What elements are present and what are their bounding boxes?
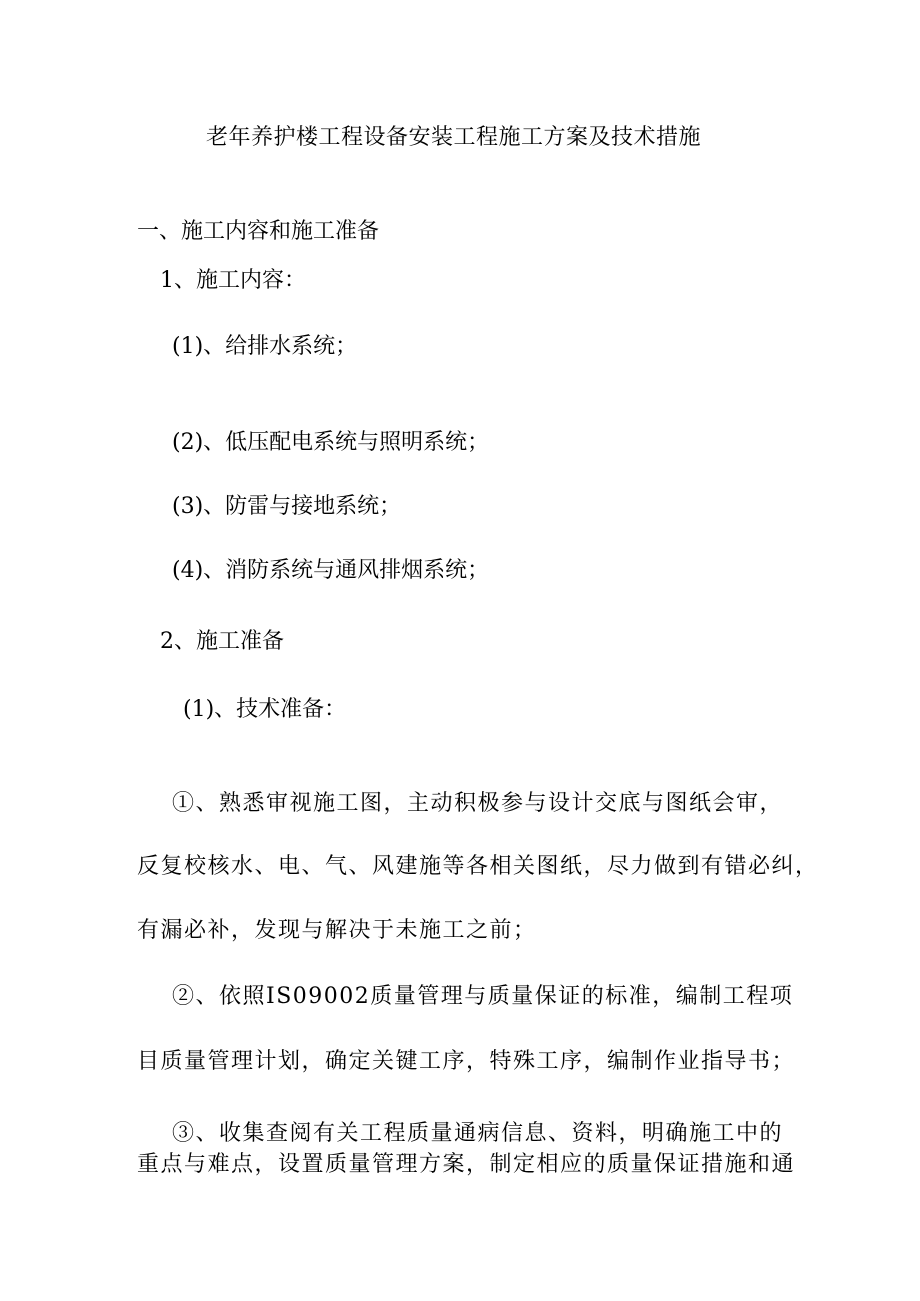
section-heading: 一、施工内容和施工准备 [137, 219, 380, 244]
document-title: 老年养护楼工程设备安装工程施工方案及技术措施 [206, 125, 702, 150]
subsection-heading-content: 1、施工内容： [160, 268, 306, 293]
paragraph-line: 重点与难点，设置质量管理方案，制定相应的质量保证措施和通 [137, 1152, 796, 1177]
paragraph-line: ③、收集查阅有关工程质量通病信息、资料，明确施工中的 [172, 1121, 784, 1146]
paragraph-line: ①、熟悉审视施工图，主动积极参与设计交底与图纸会审， [172, 791, 784, 816]
list-item: (2)、低压配电系统与照明系统； [172, 430, 490, 455]
paragraph-line: ②、依照IS09002质量管理与质量保证的标准，编制工程项 [172, 984, 794, 1009]
paragraph-line: 反复校核水、电、气、风建施等各相关图纸，尽力做到有错必纠， [137, 854, 819, 879]
list-item: (1)、给排水系统； [172, 334, 358, 359]
tech-prep-heading: (1)、技术准备： [183, 697, 347, 722]
subsection-heading-preparation: 2、施工准备 [160, 629, 284, 654]
list-item: (4)、消防系统与通风排烟系统； [172, 558, 490, 583]
paragraph-line: 目质量管理计划，确定关键工序，特殊工序，编制作业指导书； [137, 1049, 796, 1074]
list-item: (3)、防雷与接地系统； [172, 494, 402, 519]
paragraph-line: 有漏必补，发现与解决于未施工之前； [137, 918, 537, 943]
